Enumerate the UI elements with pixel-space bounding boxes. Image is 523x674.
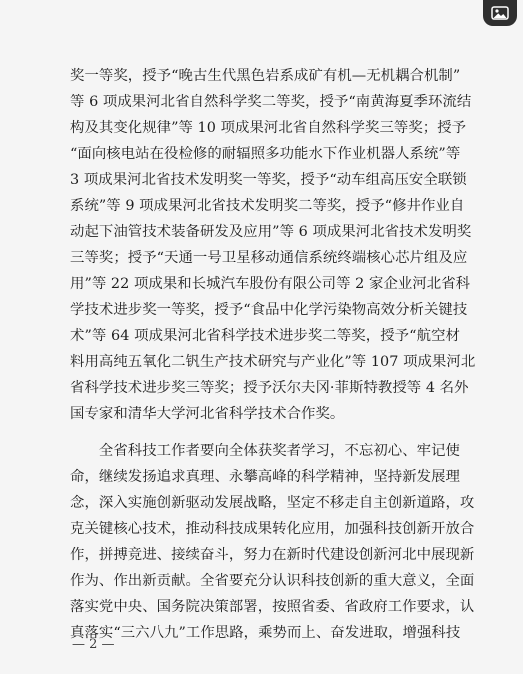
text-line: 真落实“三六八九”工作思路，乘势而上、奋发进取，增强科技 bbox=[70, 625, 461, 641]
text-line: “面向核电站在役检修的耐辐照多功能水下作业机器人系统”等 bbox=[70, 146, 461, 162]
document-body bbox=[70, 63, 476, 646]
text-line: 念，深入实施创新驱动发展战略，坚定不移走自主创新道路，攻 bbox=[70, 495, 475, 511]
text-line: 术”等 64 项成果河北省科学技术进步奖二等奖，授予“航空材 bbox=[70, 328, 460, 344]
text-line: 国专家和清华大学河北省科学技术合作奖。 bbox=[70, 406, 345, 422]
text-line: 命，继续发扬追求真理、永攀高峰的科学精神，坚持新发展理 bbox=[70, 469, 460, 485]
text-line: 全省科技工作者要向全体获奖者学习，不忘初心、牢记使 bbox=[70, 443, 460, 459]
paragraph-awards bbox=[70, 63, 476, 427]
image-icon bbox=[491, 6, 509, 20]
text-line: 构及其变化规律”等 10 项成果河北省自然科学奖三等奖；授予 bbox=[70, 120, 467, 136]
text-line: 等 6 项成果河北省自然科学奖二等奖，授予“南黄海夏季环流结 bbox=[70, 94, 472, 110]
text-line: 用”等 22 项成果和长城汽车股份有限公司等 2 家企业河北省科 bbox=[70, 276, 471, 292]
page-number: — 2 — bbox=[72, 637, 115, 652]
text-line: 3 项成果河北省技术发明奖一等奖，授予“动车组高压安全联锁 bbox=[70, 172, 467, 188]
paragraph-call-to-action bbox=[70, 438, 475, 646]
text-line: 系统”等 9 项成果河北省技术发明奖二等奖，授予“修井作业自 bbox=[70, 198, 465, 214]
text-line: 克关键核心技术，推动科技成果转化应用，加强科技创新开放合 bbox=[70, 521, 475, 537]
text-line: 动起下油管技术装备研发及应用”等 6 项成果河北省技术发明奖 bbox=[70, 224, 472, 240]
text-line: 作为、作出新贡献。全省要充分认识科技创新的重大意义，全面 bbox=[70, 573, 475, 589]
text-line: 作，拼搏竞进、接续奋斗，努力在新时代建设创新河北中展现新 bbox=[70, 547, 475, 563]
text-line: 奖一等奖，授予“晚古生代黑色岩系成矿有机—无机耦合机制” bbox=[70, 68, 461, 84]
text-line: 省科学技术进步奖三等奖；授予沃尔夫冈·菲斯特教授等 4 名外 bbox=[70, 380, 469, 396]
text-line: 学技术进步奖一等奖，授予“食品中化学污染物高效分析关键技 bbox=[70, 302, 468, 318]
paragraph-gap bbox=[70, 427, 460, 438]
text-line: 落实党中央、国务院决策部署，按照省委、省政府工作要求，认 bbox=[70, 599, 475, 615]
image-icon-button[interactable] bbox=[483, 0, 517, 26]
text-line: 料用高纯五氧化二钒生产技术研究与产业化”等 107 项成果河北 bbox=[70, 354, 476, 370]
text-line: 三等奖；授予“天通一号卫星移动通信系统终端核心芯片组及应 bbox=[70, 250, 468, 266]
